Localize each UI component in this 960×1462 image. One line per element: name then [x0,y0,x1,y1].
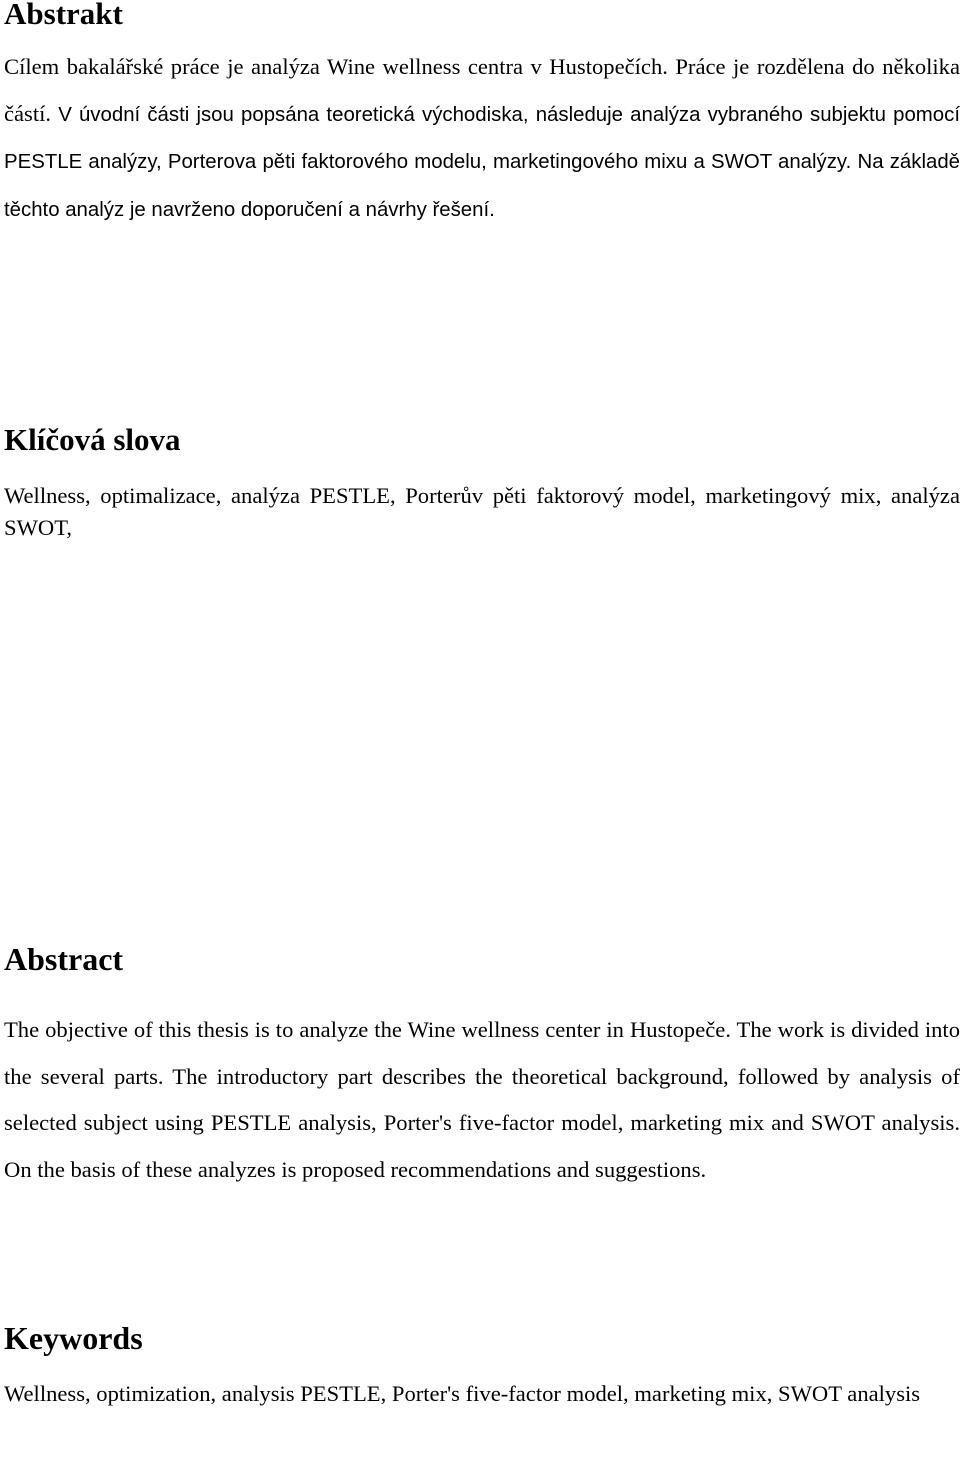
keywords-heading: Keywords [4,1320,143,1356]
keywords-section [4,1320,960,1410]
klicova-slova-text: Wellness, optimalizace, analýza PESTLE, Porterův pěti faktorový model, marketingový mix, analýza SWOT, [4,483,960,540]
abstrakt-text-serif: Cílem bakalářské práce je analýza Wine wellness centra v Hustopečích. Práce je rozdělena do několika částí. [4,54,960,126]
abstract-section [4,941,960,1194]
keywords-text: Wellness, optimization, analysis PESTLE, Porter's five-factor model, marketing mix, SWOT analysis [4,1381,921,1406]
abstract-heading: Abstract [4,941,124,977]
abstrakt-heading: Abstrakt [4,0,123,31]
klicova-slova-section [4,422,960,544]
abstrakt-paragraph [4,44,960,234]
klicova-slova-heading: Klíčová slova [4,422,181,457]
abstrakt-section [4,0,960,234]
abstrakt-text-sans: V úvodní části jsou popsána teoretická východiska, následuje analýza vybraného subjektu pomocí PESTLE analýzy, Porterova pěti faktorového modelu, marketingového mixu a SWOT analýzy. Na základě těchto analýz je navrženo doporučení a návrhy řešení. [4,103,960,222]
abstract-text: The objective of this thesis is to analyze the Wine wellness center in Hustopeče. The work is divided into the several parts. The introductory part describes the theoretical background, followed by analysis of selected subject using PESTLE analysis, Porter's five-factor model, marketing mix and SWOT analysis. On the basis of these analyzes is proposed recommendations and suggestions. [4,1017,960,1183]
